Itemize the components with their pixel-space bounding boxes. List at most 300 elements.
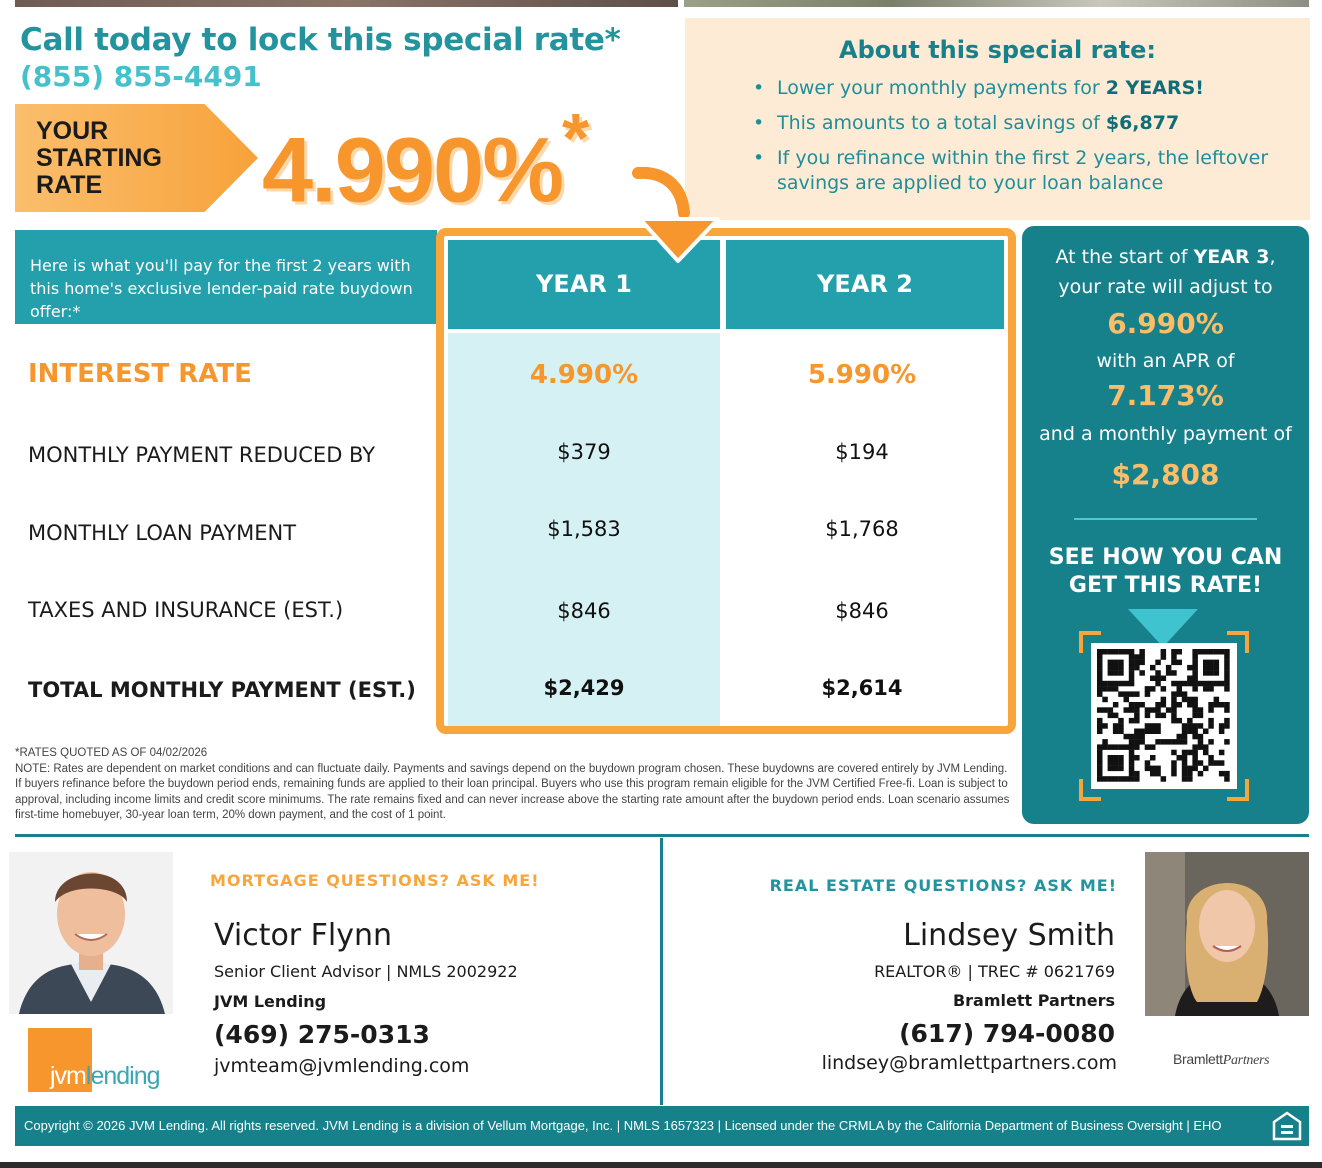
qr-module (1118, 649, 1124, 655)
qr-module (1118, 660, 1124, 666)
qr-module (1182, 760, 1188, 766)
year3-apr-label: with an APR of (1096, 350, 1235, 372)
qr-module (1161, 649, 1167, 655)
qr-module (1192, 702, 1198, 708)
qr-module (1150, 686, 1156, 692)
qr-module (1150, 755, 1156, 761)
year1-header: YEAR 1 (448, 240, 720, 329)
cell-year2-loan-payment: $1,768 (825, 517, 899, 541)
qr-module (1214, 665, 1220, 671)
qr-module (1171, 649, 1177, 655)
cell-year2-total-payment: $2,614 (821, 676, 903, 700)
qr-module (1171, 670, 1177, 676)
cell-year1-interest-rate: 4.990% (529, 360, 639, 390)
qr-module (1208, 739, 1214, 745)
qr-module (1102, 739, 1108, 745)
qr-module (1192, 665, 1198, 671)
see-how-cta (1022, 544, 1309, 600)
qr-module (1139, 660, 1145, 666)
qr-module (1097, 676, 1103, 682)
qr-module (1134, 713, 1140, 719)
qr-module (1134, 776, 1140, 782)
qr-module (1171, 691, 1177, 697)
qr-module (1198, 649, 1204, 655)
qr-module (1161, 702, 1167, 708)
year3-adjust-line: your rate will adjust to (1058, 276, 1273, 298)
qr-module (1102, 723, 1108, 729)
qr-module (1192, 729, 1198, 735)
qr-module (1113, 670, 1119, 676)
qr-module (1171, 697, 1177, 703)
qr-module (1134, 660, 1140, 666)
call-phone-number[interactable]: (855) 855-4491 (20, 60, 262, 93)
qr-module (1097, 718, 1103, 724)
year2-header: YEAR 2 (726, 240, 1004, 329)
qr-module (1208, 660, 1214, 666)
qr-module (1108, 744, 1114, 750)
qr-module (1203, 649, 1209, 655)
qr-module (1182, 729, 1188, 735)
qr-module (1182, 734, 1188, 740)
qr-module (1129, 776, 1135, 782)
qr-module (1182, 766, 1188, 772)
qr-module (1139, 739, 1145, 745)
footer-copyright: Copyright © 2026 JVM Lending. All rights reserved. JVM Lending is a division of Vellum Mortgage, Inc. | NMLS 1657323 | Licensed under the CRMLA by the California Department of Business Oversight | EHO (24, 1118, 1222, 1133)
qr-code-frame[interactable] (1079, 631, 1249, 801)
qr-module (1139, 670, 1145, 676)
cell-year1-total-payment: $2,429 (543, 676, 625, 700)
qr-module (1219, 771, 1225, 777)
section-divider-vertical (660, 838, 663, 1105)
qr-module (1182, 755, 1188, 761)
qr-module (1203, 766, 1209, 772)
qr-module (1129, 665, 1135, 671)
qr-module (1113, 755, 1119, 761)
disclaimer-note: NOTE: Rates are dependent on market conditions and can fluctuate daily. Payments and savings depend on the buydown program chosen. These buydowns are covered entirely by JVM Lending. If buyers refinance before the buydown period ends, remaining funds are applied to their loan principal. Buyers who use this program remain eligible for the JVM Certified Free-fi. Loan is subject to approval, including income limits and credit score minimums. The rate remains fixed and can never increase above the starting rate amount after the buydown period ends. Loan scenario assumes first-time homebuyer, 30-year loan term, 20% down payment, and the cost of 1 point. (15, 762, 1010, 821)
mortgage-questions-label: MORTGAGE QUESTIONS? ASK ME! (210, 871, 540, 890)
qr-module (1124, 697, 1130, 703)
qr-module (1192, 676, 1198, 682)
qr-module (1177, 649, 1183, 655)
starting-rate-number: 4.990% (262, 119, 563, 222)
qr-module (1134, 665, 1140, 671)
qr-module (1145, 744, 1151, 750)
qr-module (1097, 691, 1103, 697)
qr-module (1203, 686, 1209, 692)
qr-module (1113, 686, 1119, 692)
qr-module (1134, 707, 1140, 713)
qr-module (1192, 670, 1198, 676)
lindsey-name: Lindsey Smith (903, 918, 1115, 953)
qr-module (1118, 729, 1124, 735)
qr-module (1108, 681, 1114, 687)
qr-module (1129, 750, 1135, 756)
qr-module (1198, 739, 1204, 745)
qr-module (1219, 760, 1225, 766)
qr-module (1166, 665, 1172, 671)
qr-module (1182, 697, 1188, 703)
qr-module (1134, 729, 1140, 735)
qr-module (1208, 670, 1214, 676)
qr-module (1224, 649, 1230, 655)
qr-module (1134, 739, 1140, 745)
qr-module (1161, 654, 1167, 660)
qr-module (1118, 681, 1124, 687)
qr-module (1187, 729, 1193, 735)
qr-module (1118, 691, 1124, 697)
qr-module (1198, 760, 1204, 766)
qr-module (1192, 697, 1198, 703)
about-bullet-text: If you refinance within the first 2 years, the leftover savings are applied to your loan balance (777, 147, 1269, 194)
qr-module (1224, 776, 1230, 782)
qr-module (1113, 760, 1119, 766)
qr-module (1208, 681, 1214, 687)
cta-line2: GET THIS RATE! (1068, 573, 1263, 598)
banner-line-rate: RATE (36, 171, 103, 199)
qr-module (1155, 729, 1161, 735)
qr-module (1129, 744, 1135, 750)
row-label-payment-reduced: MONTHLY PAYMENT REDUCED BY (28, 443, 376, 467)
cell-year1-payment-reduced: $379 (557, 440, 611, 464)
qr-module (1097, 760, 1103, 766)
qr-module (1208, 665, 1214, 671)
year3-payment: $2,808 (1111, 458, 1220, 491)
about-bullet-list (753, 76, 1293, 206)
qr-module (1155, 771, 1161, 777)
victor-company: JVM Lending (214, 992, 327, 1011)
qr-module (1150, 723, 1156, 729)
qr-module (1214, 702, 1220, 708)
year3-side-panel (1022, 226, 1309, 824)
victor-name: Victor Flynn (214, 918, 393, 953)
qr-module (1102, 681, 1108, 687)
qr-module (1203, 744, 1209, 750)
qr-module (1139, 702, 1145, 708)
about-bullet (753, 76, 1293, 101)
qr-module (1113, 723, 1119, 729)
qr-module (1102, 686, 1108, 692)
qr-module (1187, 766, 1193, 772)
qr-module (1177, 734, 1183, 740)
qr-module (1118, 755, 1124, 761)
qr-module (1187, 681, 1193, 687)
qr-module (1113, 649, 1119, 655)
top-photo-strip-right (684, 0, 1309, 7)
victor-email[interactable]: jvmteam@jvmlending.com (214, 1055, 470, 1077)
qr-module (1182, 723, 1188, 729)
qr-module (1224, 707, 1230, 713)
qr-module (1219, 723, 1225, 729)
cell-year2-payment-reduced: $194 (835, 440, 889, 464)
qr-module (1208, 686, 1214, 692)
about-bullet-bold: 2 YEARS! (1105, 77, 1204, 99)
lindsey-phone[interactable]: (617) 794-0080 (899, 1019, 1115, 1048)
qr-module (1155, 713, 1161, 719)
qr-module (1198, 707, 1204, 713)
equal-housing-icon (1271, 1110, 1303, 1142)
qr-module (1124, 691, 1130, 697)
disclaimer (15, 746, 1010, 824)
qr-module (1155, 702, 1161, 708)
qr-module (1171, 681, 1177, 687)
footer-bar (15, 1106, 1309, 1146)
qr-module (1108, 776, 1114, 782)
qr-module (1113, 776, 1119, 782)
qr-module (1155, 766, 1161, 772)
qr-module (1150, 665, 1156, 671)
qr-module (1155, 723, 1161, 729)
about-title: About this special rate: (839, 36, 1156, 64)
qr-module (1155, 670, 1161, 676)
qr-module (1171, 766, 1177, 772)
qr-module (1171, 739, 1177, 745)
bramlett-logo-word2: Partners (1222, 1053, 1270, 1068)
qr-module (1097, 723, 1103, 729)
qr-module (1108, 660, 1114, 666)
qr-module (1118, 665, 1124, 671)
qr-module (1134, 702, 1140, 708)
qr-module (1219, 702, 1225, 708)
qr-module (1129, 691, 1135, 697)
qr-module (1129, 660, 1135, 666)
bramlett-partners-logo (1173, 1051, 1269, 1069)
qr-module (1192, 744, 1198, 750)
qr-module (1118, 718, 1124, 724)
qr-module (1161, 686, 1167, 692)
qr-module (1113, 660, 1119, 666)
qr-module (1108, 670, 1114, 676)
qr-module (1208, 718, 1214, 724)
cell-year2-interest-rate: 5.990% (807, 360, 917, 390)
qr-module (1192, 707, 1198, 713)
qr-module (1177, 686, 1183, 692)
qr-module (1203, 750, 1209, 756)
qr-module (1187, 676, 1193, 682)
qr-module (1134, 654, 1140, 660)
jvm-lending-logo (28, 1028, 168, 1094)
qr-module (1134, 744, 1140, 750)
about-bullet (753, 146, 1293, 196)
year3-apr: 7.173% (1107, 379, 1224, 412)
qr-module (1224, 660, 1230, 666)
qr-module (1171, 702, 1177, 708)
qr-module (1129, 760, 1135, 766)
qr-module (1161, 697, 1167, 703)
qr-module (1129, 766, 1135, 772)
qr-module (1108, 649, 1114, 655)
qr-module (1108, 766, 1114, 772)
qr-module (1097, 744, 1103, 750)
qr-module (1166, 739, 1172, 745)
qr-module (1097, 750, 1103, 756)
qr-module (1192, 755, 1198, 761)
qr-module (1145, 691, 1151, 697)
qr-module (1139, 729, 1145, 735)
year3-intro-line (1022, 246, 1309, 268)
qr-module (1134, 718, 1140, 724)
qr-module (1224, 686, 1230, 692)
qr-module (1192, 723, 1198, 729)
lindsey-email[interactable]: lindsey@bramlettpartners.com (821, 1052, 1117, 1074)
qr-module (1113, 744, 1119, 750)
qr-module (1155, 707, 1161, 713)
qr-module (1118, 766, 1124, 772)
qr-module (1171, 760, 1177, 766)
jvm-logo-lending: lending (85, 1062, 160, 1090)
qr-module (1108, 760, 1114, 766)
qr-module (1134, 771, 1140, 777)
banner-line-starting: STARTING (36, 144, 162, 172)
qr-module (1113, 681, 1119, 687)
jvm-logo-text (50, 1062, 160, 1091)
lindsey-smith-photo (1145, 852, 1309, 1016)
cell-year2-taxes-insurance: $846 (835, 599, 889, 623)
qr-module (1208, 755, 1214, 761)
qr-module (1118, 670, 1124, 676)
qr-module (1150, 707, 1156, 713)
qr-module (1203, 660, 1209, 666)
table-intro-header: Here is what you'll pay for the first 2 years with this home's exclusive lender-paid rate buydown offer:* (15, 230, 437, 324)
qr-module (1097, 681, 1103, 687)
jvm-logo-jvm: jvm (50, 1062, 86, 1090)
qr-module (1214, 760, 1220, 766)
lindsey-title: REALTOR® | TREC # 0621769 (874, 962, 1115, 981)
qr-module (1192, 734, 1198, 740)
cell-year1-loan-payment: $1,583 (547, 517, 621, 541)
qr-module (1102, 707, 1108, 713)
qr-module (1118, 760, 1124, 766)
side-panel-divider (1074, 518, 1257, 520)
qr-module (1097, 649, 1103, 655)
qr-module (1145, 723, 1151, 729)
qr-module (1208, 707, 1214, 713)
qr-module (1113, 729, 1119, 735)
qr-module (1134, 691, 1140, 697)
qr-module (1150, 744, 1156, 750)
qr-module (1177, 660, 1183, 666)
qr-module (1124, 744, 1130, 750)
row-label-taxes-insurance: TAXES AND INSURANCE (EST.) (28, 598, 344, 622)
qr-module (1139, 649, 1145, 655)
qr-module (1097, 707, 1103, 713)
qr-module (1224, 654, 1230, 660)
qr-module (1129, 676, 1135, 682)
qr-module (1145, 713, 1151, 719)
qr-module (1182, 681, 1188, 687)
bramlett-logo-word1: Bramlett (1173, 1051, 1223, 1067)
qr-module (1224, 718, 1230, 724)
qr-module (1192, 649, 1198, 655)
qr-module (1192, 686, 1198, 692)
qr-module (1171, 718, 1177, 724)
qr-module (1177, 755, 1183, 761)
qr-module (1224, 676, 1230, 682)
qr-module (1208, 649, 1214, 655)
qr-module (1177, 718, 1183, 724)
year3-rate: 6.990% (1107, 307, 1224, 340)
qr-module (1097, 766, 1103, 772)
qr-module (1224, 670, 1230, 676)
about-bullet-bold: $6,877 (1105, 112, 1180, 134)
page-bottom-edge (0, 1162, 1322, 1168)
qr-code-icon[interactable] (1079, 631, 1249, 801)
qr-module (1192, 760, 1198, 766)
qr-module (1214, 681, 1220, 687)
qr-module (1118, 744, 1124, 750)
qr-module (1134, 755, 1140, 761)
qr-module (1192, 654, 1198, 660)
qr-module (1224, 739, 1230, 745)
qr-module (1182, 771, 1188, 777)
qr-module (1187, 665, 1193, 671)
qr-module (1129, 681, 1135, 687)
year3-intro-bold: YEAR 3 (1193, 246, 1270, 268)
row-label-loan-payment: MONTHLY LOAN PAYMENT (28, 521, 297, 545)
qr-module (1208, 723, 1214, 729)
rates-quoted-date: *RATES QUOTED AS OF 04/02/2026 (15, 747, 208, 759)
qr-module (1161, 739, 1167, 745)
qr-module (1161, 776, 1167, 782)
banner-line-your: YOUR (36, 117, 109, 145)
qr-module (1208, 702, 1214, 708)
about-special-rate-box (685, 18, 1310, 220)
qr-module (1145, 686, 1151, 692)
qr-module (1097, 686, 1103, 692)
qr-module (1192, 660, 1198, 666)
qr-module (1198, 734, 1204, 740)
qr-module (1224, 702, 1230, 708)
qr-module (1097, 776, 1103, 782)
qr-module (1108, 713, 1114, 719)
qr-module (1177, 739, 1183, 745)
qr-module (1145, 729, 1151, 735)
qr-module (1198, 681, 1204, 687)
row-label-interest-rate: INTEREST RATE (28, 359, 252, 389)
starting-rate-asterisk: * (562, 99, 588, 177)
qr-module (1203, 665, 1209, 671)
qr-module (1187, 697, 1193, 703)
qr-module (1177, 702, 1183, 708)
qr-module (1102, 776, 1108, 782)
starting-rate-value (262, 99, 588, 224)
section-divider-horizontal (15, 834, 1309, 837)
qr-module (1192, 681, 1198, 687)
qr-module (1203, 670, 1209, 676)
qr-module (1108, 755, 1114, 761)
qr-module (1108, 665, 1114, 671)
qr-module (1187, 723, 1193, 729)
qr-module (1145, 760, 1151, 766)
qr-module (1224, 665, 1230, 671)
qr-module (1097, 771, 1103, 777)
qr-module (1219, 750, 1225, 756)
qr-module (1097, 729, 1103, 735)
qr-module (1102, 697, 1108, 703)
qr-module (1198, 723, 1204, 729)
victor-phone[interactable]: (469) 275-0313 (214, 1020, 430, 1049)
qr-module (1203, 681, 1209, 687)
qr-module (1192, 766, 1198, 772)
qr-module (1145, 707, 1151, 713)
qr-module (1129, 707, 1135, 713)
qr-module (1187, 702, 1193, 708)
victor-flynn-photo (9, 852, 173, 1014)
qr-module (1171, 750, 1177, 756)
qr-module (1139, 734, 1145, 740)
qr-module (1161, 676, 1167, 682)
qr-module (1182, 776, 1188, 782)
top-photo-strip-left (15, 0, 678, 7)
